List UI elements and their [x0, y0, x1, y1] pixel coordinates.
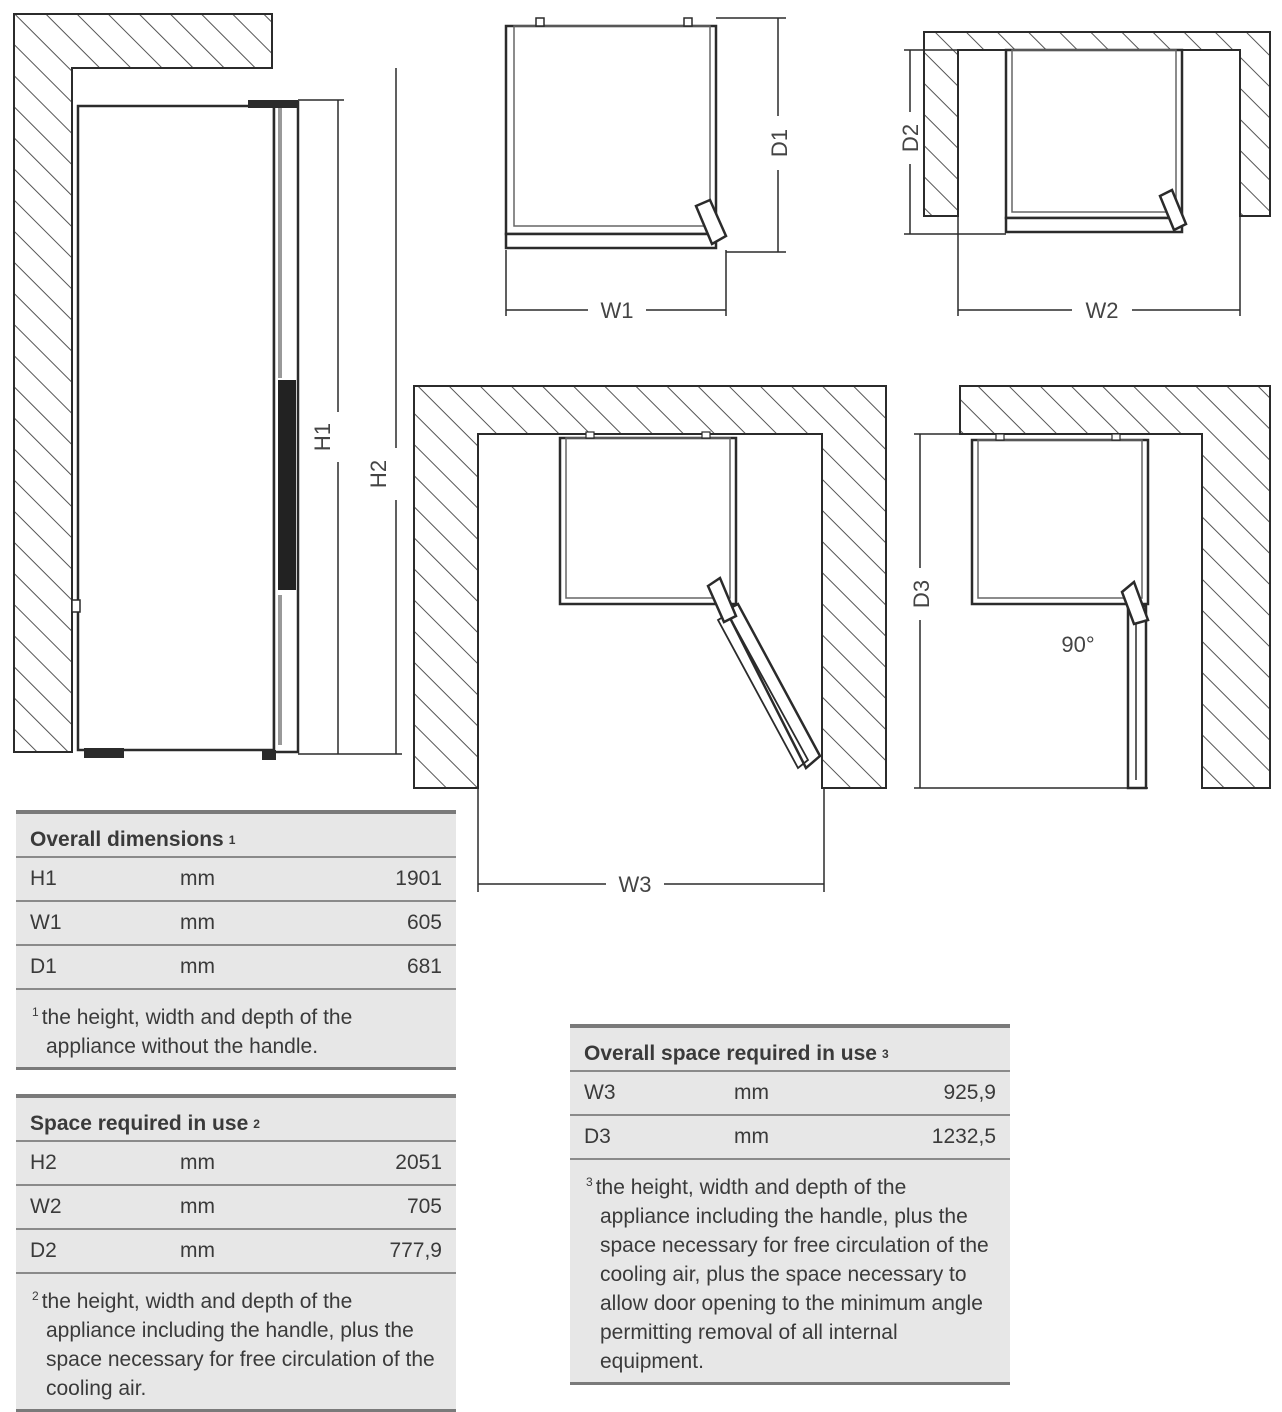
table-footnote: $^1$ the height, width and depth of the appliance without the handle. [16, 990, 456, 1070]
side-view [14, 14, 402, 760]
table-row: W1 mm 605 [16, 902, 456, 946]
overall-space-table [570, 1024, 1010, 1385]
label-W1: W1 [600, 298, 634, 323]
label-W3: W3 [618, 872, 652, 897]
top-view-built-in [898, 32, 1270, 323]
label-W2: W2 [1085, 298, 1119, 323]
space-required-table [16, 1094, 456, 1412]
table-row: D1 mm 681 [16, 946, 456, 990]
table-row: D3 mm 1232,5 [570, 1116, 1010, 1160]
label-angle: 90° [1061, 632, 1095, 657]
label-D1: D1 [767, 128, 792, 158]
table-row: W2 mm 705 [16, 1186, 456, 1230]
label-D2: D2 [898, 123, 923, 153]
table-row: H2 mm 2051 [16, 1142, 456, 1186]
table-footnote: $^3$ the height, width and depth of the appliance including the handle, plus the space necessary for free circulation of the cooling air, plus the space necessary to allow door opening to the minimum angle permitting removal of all internal equipment. [570, 1160, 1010, 1385]
door-90-view [909, 386, 1270, 788]
table-row: W3 mm 925,9 [570, 1072, 1010, 1116]
label-H2: H2 [366, 459, 391, 489]
label-H1: H1 [310, 422, 335, 452]
table-footnote: $^2$ the height, width and depth of the appliance including the handle, plus the space necessary for free circulation of the cooling air. [16, 1274, 456, 1412]
top-view-freestanding [506, 18, 792, 323]
table-row: H1 mm 1901 [16, 858, 456, 902]
overall-dimensions-table [16, 810, 456, 1070]
door-open-view [414, 386, 886, 897]
table-title: Space required in use 2 [16, 1094, 456, 1142]
table-title: Overall space required in use 3 [570, 1024, 1010, 1072]
table-row: D2 mm 777,9 [16, 1230, 456, 1274]
label-D3: D3 [909, 579, 934, 609]
table-title: Overall dimensions 1 [16, 810, 456, 858]
